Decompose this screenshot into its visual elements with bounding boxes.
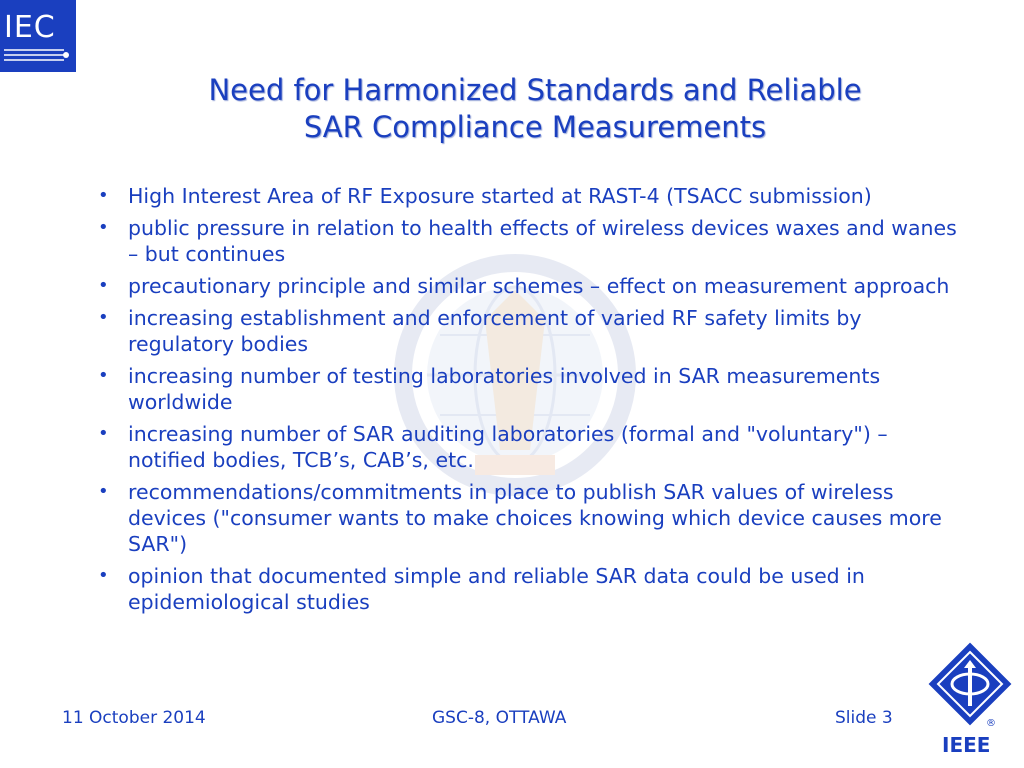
registered-mark: ®: [986, 718, 996, 729]
bullet-item: [95, 479, 965, 557]
bullet-text: High Interest Area of RF Exposure started at RAST-4 (TSACC submission): [128, 184, 872, 208]
bullet-text: opinion that documented simple and reliable SAR data could be used in epidemiological studies: [128, 564, 865, 614]
bullet-marker: •: [98, 365, 109, 386]
footer-date: 11 October 2014: [62, 708, 206, 728]
slide-title: [120, 72, 950, 146]
bullet-text: increasing number of SAR auditing laboratories (formal and "voluntary") – notified bodies, TCB’s, CAB’s, etc.: [128, 422, 888, 472]
ieee-logo: [924, 642, 1020, 758]
bullet-item: [95, 215, 965, 267]
bullet-text: public pressure in relation to health effects of wireless devices waxes and wanes – but continues: [128, 216, 957, 266]
slide-title-line-2: SAR Compliance Measurements: [303, 110, 767, 144]
bullet-marker: •: [98, 217, 109, 238]
bullet-marker: •: [98, 423, 109, 444]
iec-logo-lines-icon: [0, 0, 76, 72]
bullet-text: increasing establishment and enforcement of varied RF safety limits by regulatory bodies: [128, 306, 862, 356]
bullet-text: recommendations/commitments in place to publish SAR values of wireless devices ("consumer wants to make choices knowing which device causes more SAR"): [128, 480, 942, 556]
bullet-item: [95, 421, 965, 473]
bullet-item: [95, 363, 965, 415]
iec-logo: [0, 0, 76, 72]
footer-event: GSC-8, OTTAWA: [432, 708, 567, 728]
iec-logo-text: IEC: [4, 10, 56, 45]
bullet-marker: •: [98, 565, 109, 586]
bullet-marker: •: [98, 307, 109, 328]
bullet-marker: •: [98, 481, 109, 502]
ieee-logo-text: IEEE: [942, 733, 991, 757]
bullet-text: precautionary principle and similar schemes – effect on measurement approach: [128, 274, 950, 298]
bullet-text: increasing number of testing laboratories involved in SAR measurements worldwide: [128, 364, 881, 414]
bullet-list: [95, 183, 965, 621]
bullet-item: [95, 183, 965, 209]
bullet-marker: •: [98, 275, 109, 296]
bullet-item: [95, 273, 965, 299]
bullet-item: [95, 305, 965, 357]
bullet-item: [95, 563, 965, 615]
slide-title-line-1: Need for Harmonized Standards and Reliable: [208, 73, 862, 107]
footer-slide-number: Slide 3: [835, 708, 893, 728]
bullet-marker: •: [98, 185, 109, 206]
